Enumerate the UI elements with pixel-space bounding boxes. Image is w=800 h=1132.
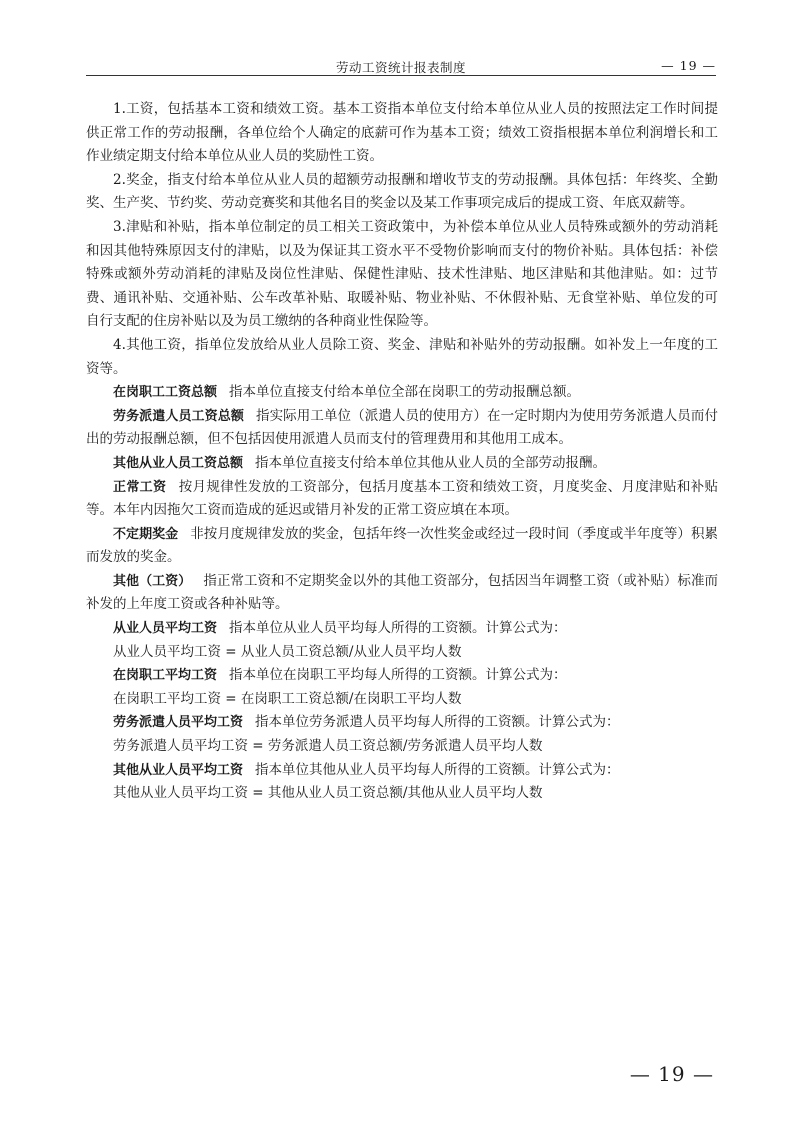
definition-term: 在岗职工平均工资: [113, 668, 218, 684]
definition-text: 指实际用工单位（派遣人员的使用方）在一定时期内为使用劳务派遣人员而付出的劳动报酬总额，但不包括因使用派遣人员而支付的管理费用和其他用工成本。: [86, 407, 718, 448]
definition-onpost-avg-wage: [86, 664, 718, 688]
definition-other-wage-items: [86, 570, 718, 617]
paragraph-wages: 1.工资，包括基本工资和绩效工资。基本工资指本单位支付给本单位从业人员的按照法定工作时间提供正常工作的劳动报酬，各单位给个人确定的底薪可作为基本工资；绩效工资指根据本单位利润增长和工作业绩定期支付给本单位从业人员的奖励性工资。: [86, 101, 718, 165]
definition-regular-wages: [86, 476, 718, 523]
definition-irregular-bonus: [86, 523, 718, 570]
definition-text: 指本单位劳务派遣人员平均每人所得的工资额。计算公式为：: [255, 714, 620, 731]
formula-dispatch-avg-wage: 劳务派遣人员平均工资 = 劳务派遣人员工资总额/劳务派遣人员平均人数: [113, 738, 543, 755]
definition-text: 指本单位在岗职工平均每人所得的工资额。计算公式为：: [229, 667, 567, 684]
definition-term: 不定期奖金: [113, 526, 179, 542]
header-divider: [86, 75, 716, 76]
definition-other-total: [86, 452, 718, 476]
definition-text: 指本单位直接支付给本单位其他从业人员的全部劳动报酬。: [255, 454, 607, 471]
definition-term: 其他从业人员平均工资: [113, 762, 244, 778]
definition-text: 指正常工资和不定期奖金以外的其他工资部分，包括因当年调整工资（或补贴）标准而补发的上年度工资或各种补贴等。: [86, 572, 718, 613]
definition-dispatch-total: [86, 405, 718, 452]
header-title: 劳动工资统计报表制度: [335, 60, 466, 75]
definition-text: 指本单位从业人员平均每人所得的工资额。计算公式为：: [229, 620, 567, 637]
definition-other-avg-wage: [86, 759, 718, 783]
definition-term: 其他从业人员工资总额: [113, 455, 244, 471]
formula-onpost-avg-wage: 在岗职工平均工资 = 在岗职工工资总额/在岗职工平均人数: [113, 690, 462, 707]
paragraph-bonus: 2.奖金，指支付给本单位从业人员的超额劳动报酬和增收节支的劳动报酬。具体包括：年终奖、全勤奖、生产奖、节约奖、劳动竞赛奖和其他名目的奖金以及某工作事项完成后的提成工资、年底双薪等。: [86, 171, 718, 212]
footer-page-number: — 19 —: [629, 1062, 714, 1086]
paragraph-other-wages: 4.其他工资，指单位发放给从业人员除工资、奖金、津贴和补贴外的劳动报酬。如补发上一年度的工资等。: [86, 336, 718, 377]
definition-text: 指本单位直接支付给本单位全部在岗职工的劳动报酬总额。: [229, 384, 581, 401]
definition-term: 从业人员平均工资: [113, 621, 218, 637]
header-page-number: — 19 —: [661, 58, 716, 73]
definition-text: 按月规律性发放的工资部分，包括月度基本工资和绩效工资，月度奖金、月度津贴和补贴等。本年内因拖欠工资而造成的延迟或错月补发的正常工资应填在本项。: [86, 478, 718, 519]
definition-term: 劳务派遣人员工资总额: [113, 408, 244, 424]
definition-term: 劳务派遣人员平均工资: [113, 715, 244, 731]
definition-term: 在岗职工工资总额: [113, 385, 218, 401]
definition-dispatch-avg-wage: [86, 711, 718, 735]
definition-term: 其他（工资）: [113, 573, 192, 589]
definition-term: 正常工资: [113, 479, 167, 495]
paragraph-allowances: 3.津贴和补贴，指本单位制定的员工相关工资政策中，为补偿本单位从业人员特殊或额外的劳动消耗和因其他特殊原因支付的津贴，以及为保证其工资水平不受物价影响而支付的物价补贴。具体包括：补偿特殊或额外劳动消耗的津贴及岗位性津贴、保健性津贴、技术性津贴、地区津贴和其他津贴。如：过节费、通讯补贴、交通补贴、公车改革补贴、取暖补贴、物业补贴、不休假补贴、无食堂补贴、单位发的可自行支配的住房补贴以及为员工缴纳的各种商业性保险等。: [86, 218, 718, 330]
formula-employee-avg-wage: 从业人员平均工资 = 从业人员工资总额/从业人员平均人数: [113, 643, 462, 660]
definition-text: 非按月度规律发放的奖金，包括年终一次性奖金或经过一段时间（季度或半年度等）积累而发放的奖金。: [86, 525, 718, 566]
document-body: [86, 98, 718, 806]
definition-text: 指本单位其他从业人员平均每人所得的工资额。计算公式为：: [255, 761, 620, 778]
definition-employee-avg-wage: [86, 617, 718, 641]
definition-onpost-total: [86, 381, 718, 405]
formula-other-avg-wage: 其他从业人员平均工资 = 其他从业人员工资总额/其他从业人员平均人数: [113, 785, 543, 802]
